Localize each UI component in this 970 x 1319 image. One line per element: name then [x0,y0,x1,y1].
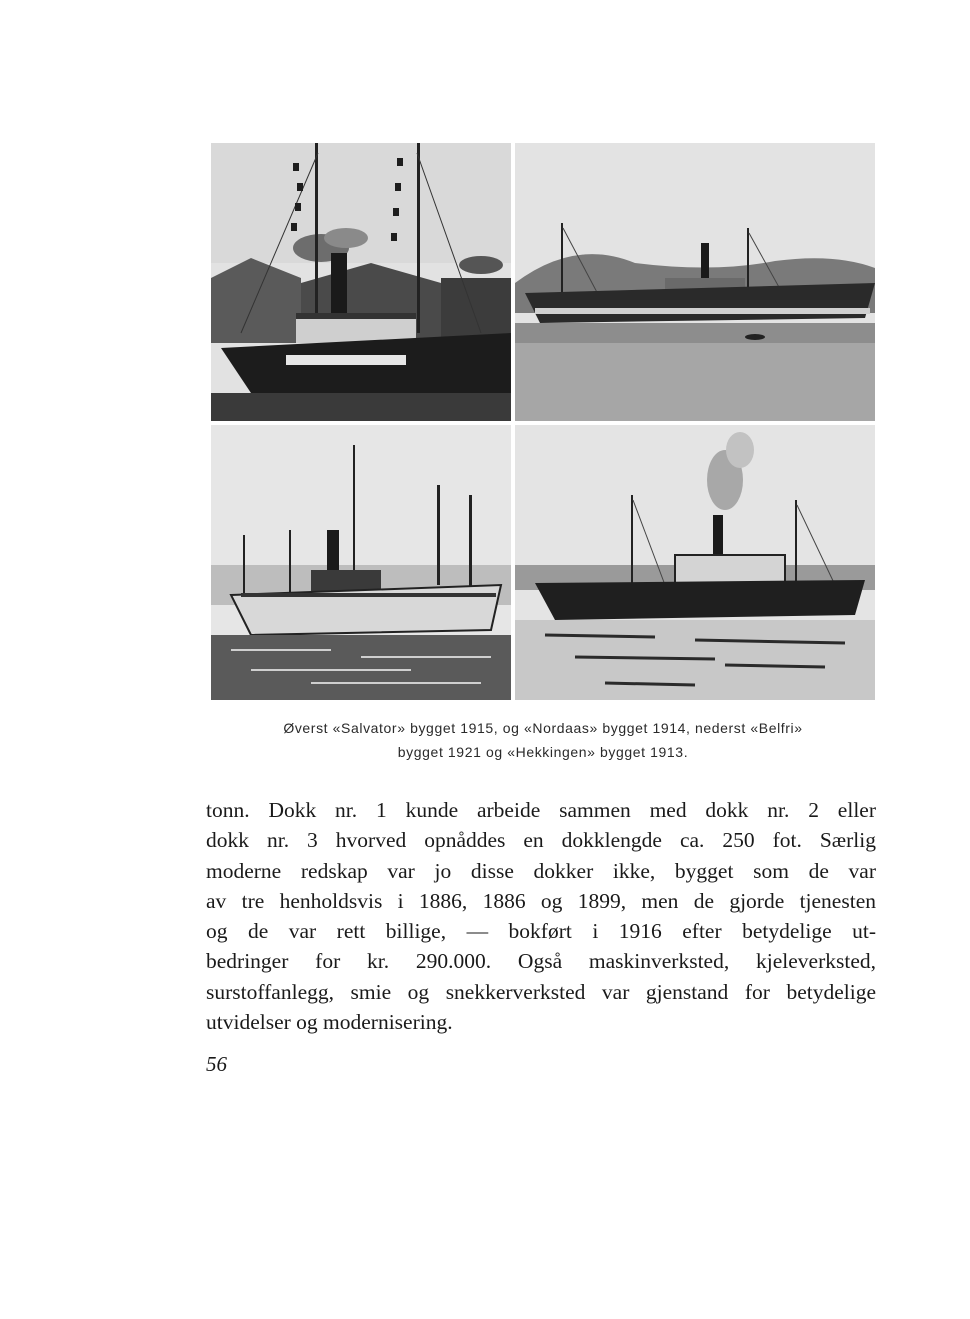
text-line: surstoffanlegg, smie og snekkerverksted var gjenstand for betydelige [206,979,876,1004]
text-line: tonn. Dokk nr. 1 kunde arbeide sammen med dokk nr. 2 eller [206,798,876,822]
body-paragraph [206,795,876,1037]
photo-collage [211,143,875,700]
caption-line: Øverst «Salvator» bygget 1915, og «Nordaas» bygget 1914, nederst «Belfri» [283,720,803,736]
text-line: utvidelser og modernisering. [206,1010,453,1035]
figure-caption [211,716,875,764]
text-line: bedringer for kr. 290.000. Også maskinverksted, kjeleverksted, [206,949,876,974]
photo-salvator [211,143,511,421]
text-line: moderne redskap var jo disse dokker ikke, bygget som de var [206,858,876,883]
text-line: dokk nr. 3 hvorved opnåddes en dokklengde ca. 250 fot. Særlig [206,828,876,853]
photo-hekkingen [515,425,875,700]
photo-nordaas [515,143,875,421]
caption-line: bygget 1921 og «Hekkingen» bygget 1913. [397,744,689,760]
page-number: 56 [206,1052,227,1076]
text-line: av tre henholdsvis i 1886, 1886 og 1899, men de gjorde tjenesten [206,888,876,913]
photo-belfri [211,425,511,700]
text-line: og de var rett billige, — bokført i 1916 efter betydelige ut- [206,919,876,944]
